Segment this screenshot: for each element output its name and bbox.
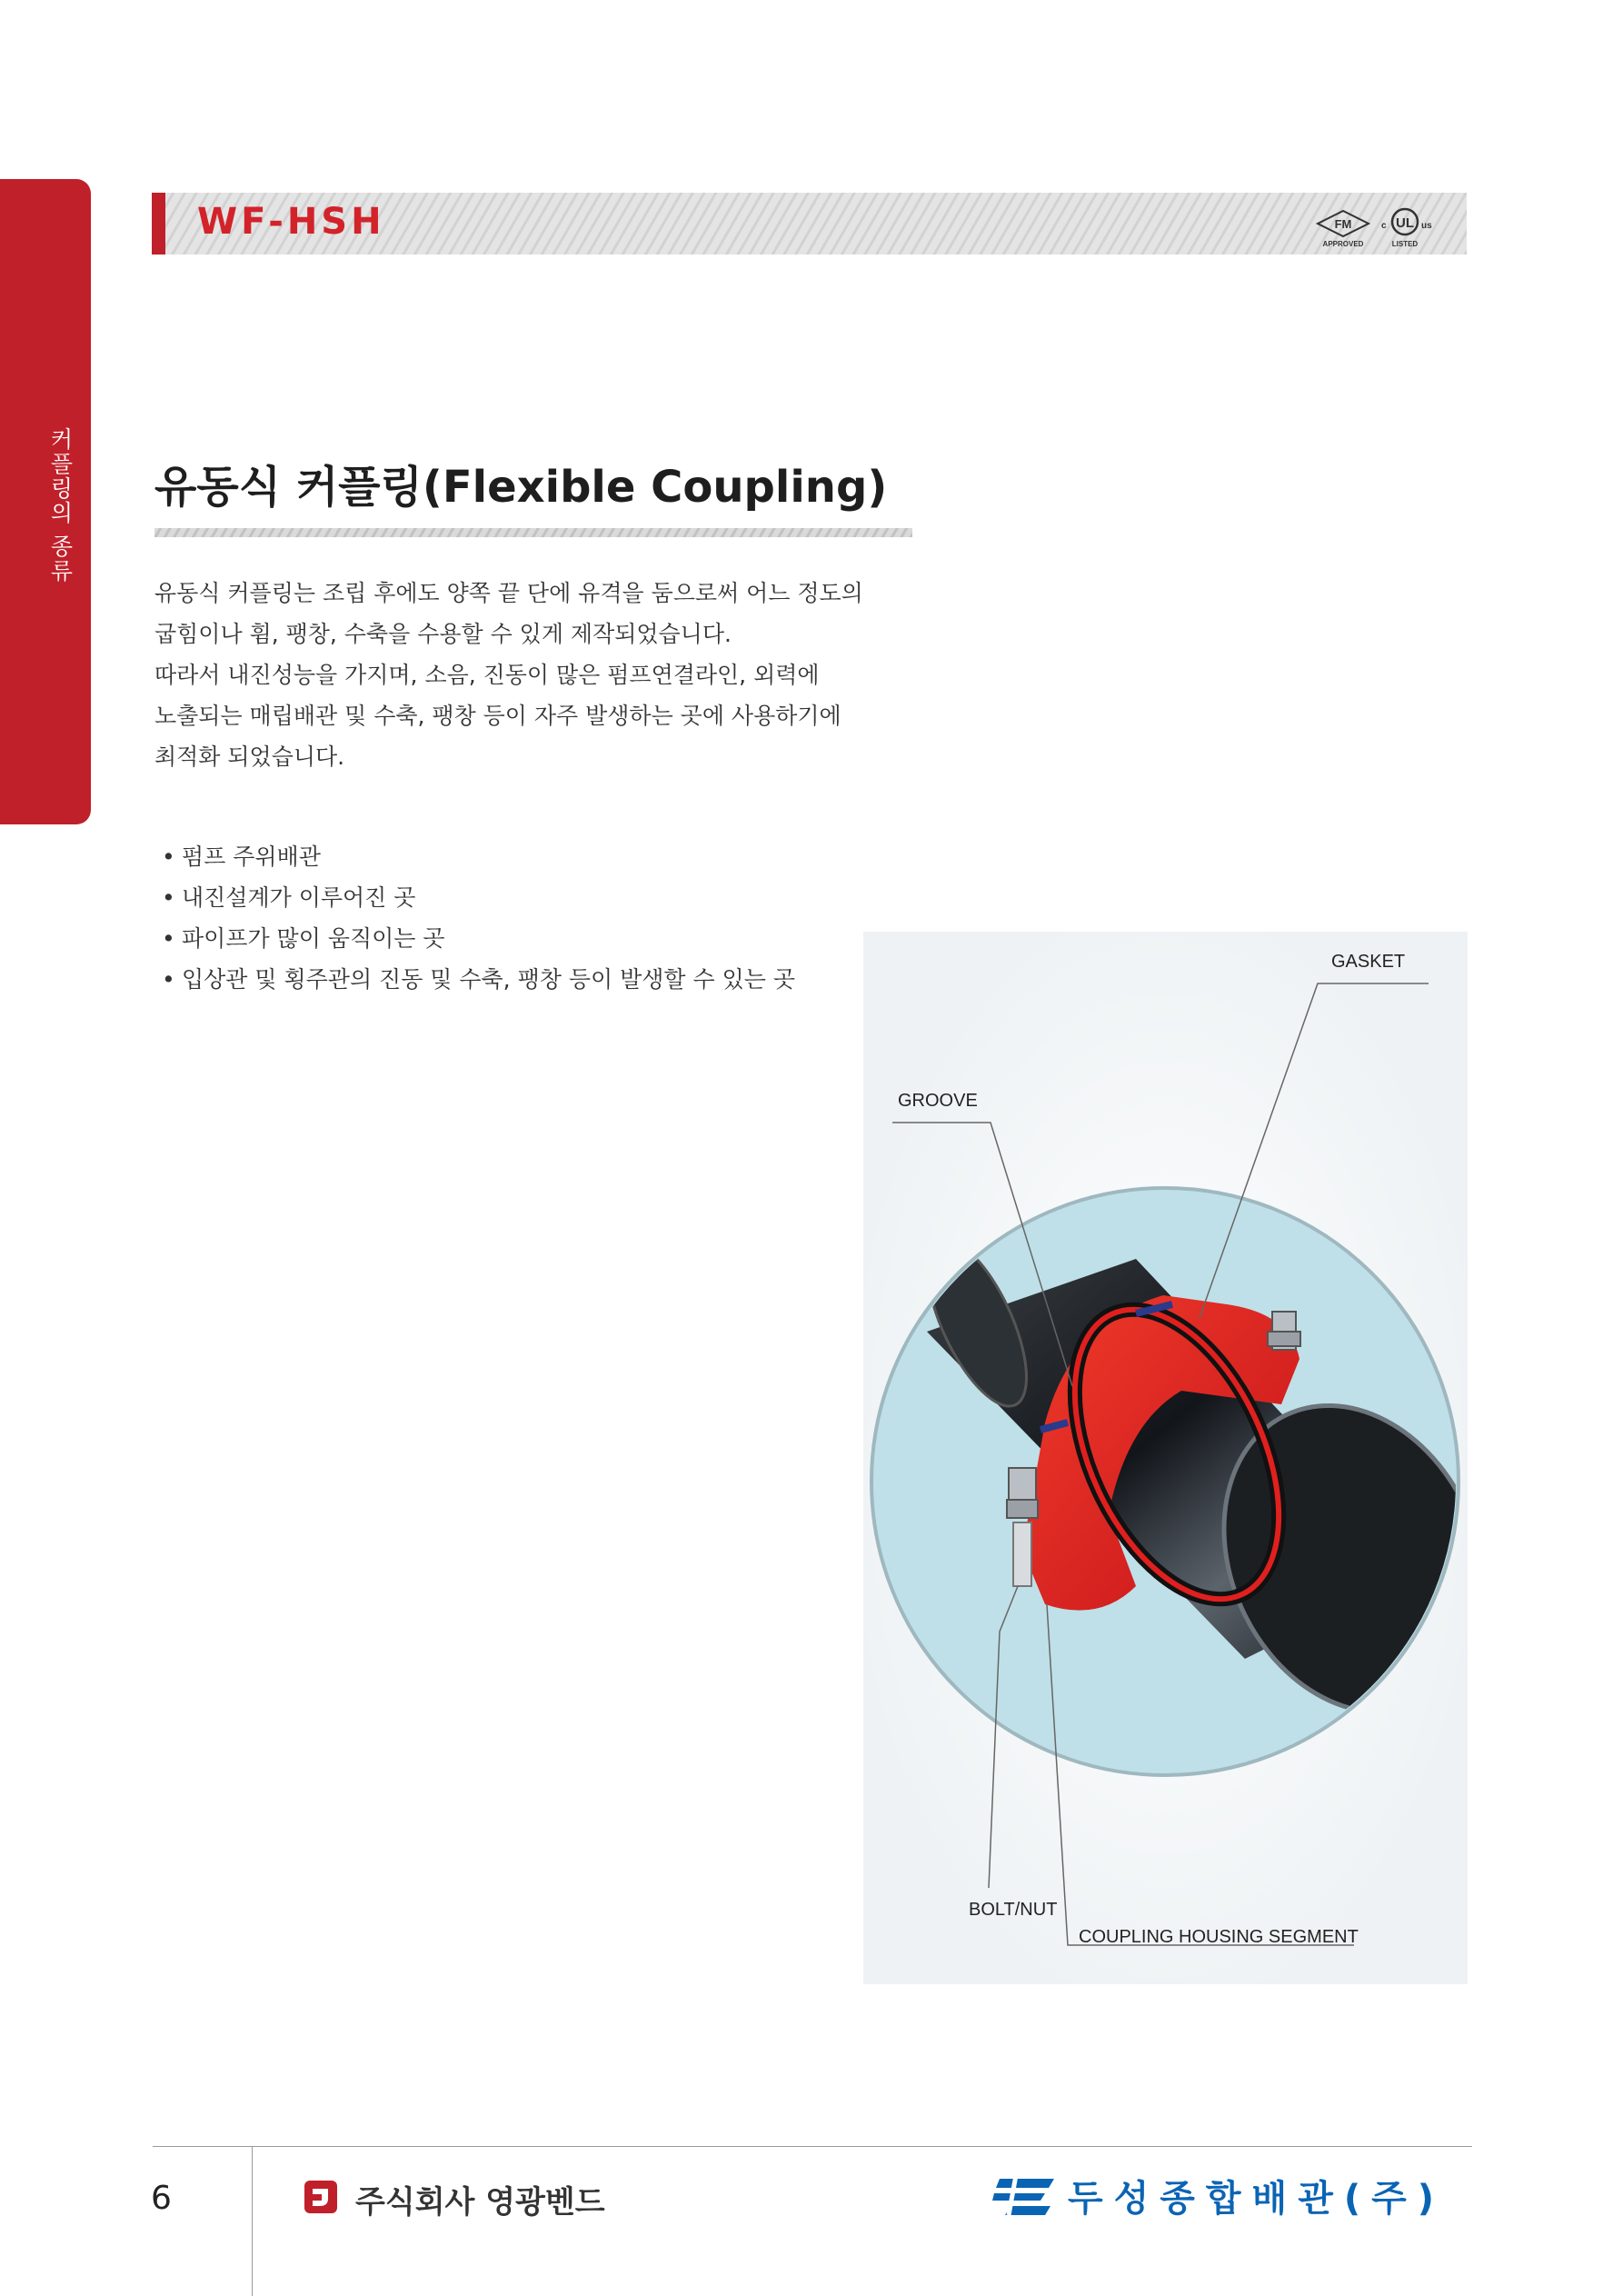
list-item — [162, 836, 795, 877]
list-item — [162, 959, 795, 1000]
bullet-dot-icon: • — [162, 884, 175, 911]
list-item — [162, 877, 795, 918]
bullet-dot-icon: • — [162, 844, 175, 870]
ul-listed-logo — [1381, 209, 1432, 248]
footer-divider — [153, 2146, 1472, 2147]
ul-logo-subtext: LISTED — [1391, 240, 1419, 248]
title-underline — [154, 528, 912, 537]
fm-approved-logo — [1318, 211, 1369, 248]
certification-logos — [1316, 204, 1449, 249]
brand-logo: WF-HSH — [197, 201, 385, 243]
fm-logo-subtext: APPROVED — [1322, 240, 1364, 248]
bullet-dot-icon: • — [162, 925, 175, 952]
description-line: 따라서 내진성능을 가지며, 소음, 진동이 많은 펌프연결라인, 외력에 — [154, 662, 820, 688]
doosung-logo-icon — [991, 2171, 1056, 2219]
header-accent-bar — [152, 193, 165, 255]
coupling-illustration — [863, 932, 1468, 1984]
bullet-dot-icon: • — [162, 966, 175, 993]
company-right-logo — [991, 2168, 1463, 2222]
ul-logo-text: UL — [1396, 215, 1414, 231]
description-line: 최적화 되었습니다. — [154, 744, 345, 770]
header-strip — [152, 193, 1467, 255]
coupling-housing-label: COUPLING HOUSING SEGMENT — [1079, 1927, 1359, 1947]
list-item-text: 파이프가 많이 움직이는 곳 — [182, 925, 445, 952]
footer-vertical-divider — [252, 2146, 253, 2296]
coupling-diagram — [863, 932, 1468, 1984]
ul-logo-c: c — [1381, 221, 1387, 231]
list-item — [162, 918, 795, 959]
side-tab-label: 커플링의 종류 — [47, 427, 74, 584]
ul-logo-us: us — [1421, 221, 1432, 231]
bolt-nut-label: BOLT/NUT — [969, 1900, 1058, 1920]
groove-label: GROOVE — [898, 1091, 978, 1111]
description-line: 굽힘이나 휨, 팽창, 수축을 수용할 수 있게 제작되었습니다. — [154, 621, 732, 647]
company-right-name: 두성종합배관(주) — [1068, 2178, 1446, 2220]
page-number: 6 — [151, 2180, 172, 2217]
list-item-text: 입상관 및 횡주관의 진동 및 수축, 팽창 등이 발생할 수 있는 곳 — [182, 966, 795, 993]
yeonggwang-bend-icon — [304, 2181, 337, 2213]
description-line: 노출되는 매립배관 및 수축, 팽창 등이 자주 발생하는 곳에 사용하기에 — [154, 703, 841, 729]
page-title: 유동식 커플링(Flexible Coupling) — [154, 462, 888, 513]
list-item-text: 펌프 주위배관 — [182, 844, 321, 870]
list-item-text: 내진설계가 이루어진 곳 — [182, 884, 416, 911]
company-left-name: 주식회사 영광벤드 — [355, 2184, 605, 2221]
gasket-label: GASKET — [1331, 952, 1406, 972]
fm-logo-text: FM — [1334, 217, 1352, 231]
description-line: 유동식 커플링는 조립 후에도 양쪽 끝 단에 유격을 둠으로써 어느 정도의 — [154, 580, 863, 606]
application-list — [162, 836, 795, 1000]
description-paragraph — [154, 573, 881, 777]
